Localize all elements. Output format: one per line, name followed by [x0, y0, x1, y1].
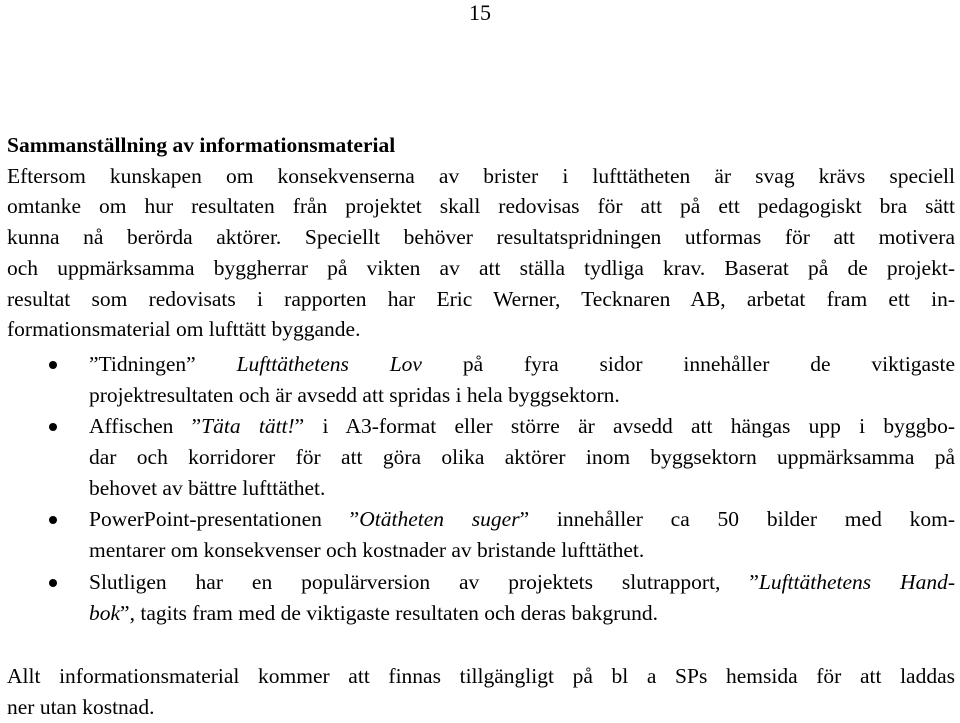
list-item-line: behovet av bättre lufttäthet.	[89, 475, 326, 500]
intro-line: och uppmärksamma byggherrar på vikten av att ställa tydliga krav. Baserat på de projekt-	[7, 255, 955, 280]
closing-paragraph	[7, 661, 955, 722]
bullet-icon	[49, 423, 57, 431]
list-item-line	[89, 411, 955, 442]
document-body	[7, 130, 955, 723]
closing-line: ner utan kostnad.	[7, 694, 155, 719]
text: PowerPoint-presentationen ”	[89, 507, 360, 532]
title-italic: Lufttäthetens Lov	[236, 351, 422, 376]
intro-paragraph	[7, 161, 955, 345]
intro-line: resultat som redovisats i rapporten har Eric Werner, Tecknaren AB, arbetat fram ett in-	[7, 286, 955, 311]
list-item-affischen	[7, 411, 955, 503]
bullet-icon	[49, 361, 57, 369]
intro-line: omtanke om hur resultaten från projektet skall redovisas för att på ett pedagogiskt bra sätt	[7, 194, 955, 219]
bullet-icon	[49, 579, 57, 587]
list-item-handbok	[7, 567, 955, 628]
list-item-line	[89, 567, 955, 598]
text: ” i A3-format eller större är avsedd att hängas upp i byggbo-	[294, 414, 955, 439]
text: ” innehåller ca 50 bilder med kom-	[519, 507, 955, 532]
title-italic: Otätheten suger	[359, 507, 520, 532]
list-item-line	[89, 598, 955, 629]
list-item-powerpoint	[7, 504, 955, 565]
text: ”, tagits fram med de viktigaste resultaten och deras bakgrund.	[120, 600, 658, 625]
title-italic: Lufttäthetens Hand-	[758, 569, 955, 594]
intro-line: kunna nå berörda aktörer. Speciellt behöver resultatspridningen utformas för att motivera	[7, 225, 955, 250]
text: Slutligen har en populärversion av projektets slutrapport, ”	[89, 569, 759, 594]
bullet-icon	[49, 516, 57, 524]
intro-line: Eftersom kunskapen om konsekvenserna av brister i lufttätheten är svag krävs speciell	[7, 163, 955, 188]
list-item-line: mentarer om konsekvenser och kostnader av bristande lufttäthet.	[89, 538, 645, 563]
section-heading: Sammanställning av informationsmaterial	[7, 133, 396, 157]
text: Affischen ”	[89, 414, 202, 439]
intro-line: formationsmaterial om lufttätt byggande.	[7, 317, 361, 342]
list-item-line: dar och korridorer för att göra olika aktörer inom byggsektorn uppmärksamma på	[89, 445, 955, 470]
list-item-tidningen	[7, 349, 955, 410]
text: ”Tidningen”	[89, 351, 237, 376]
title-italic: Täta tätt!	[201, 414, 295, 439]
material-list	[7, 349, 955, 628]
closing-line: Allt informationsmaterial kommer att finnas tillgängligt på bl a SPs hemsida för att laddas	[7, 664, 955, 689]
list-item-line	[89, 504, 955, 535]
text: på fyra sidor innehåller de viktigaste	[421, 351, 955, 376]
list-item-line	[89, 349, 955, 380]
title-italic: bok	[89, 600, 121, 625]
page-number: 15	[469, 0, 491, 25]
list-item-line: projektresultaten och är avsedd att spridas i hela byggsektorn.	[89, 382, 620, 407]
